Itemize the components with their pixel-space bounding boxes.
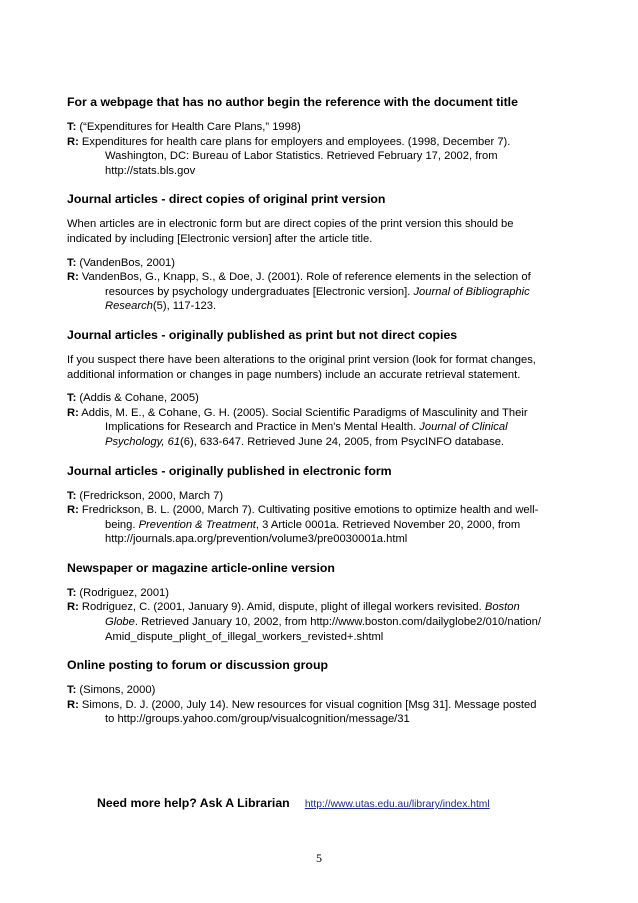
- in-text-value: (VandenBos, 2001): [76, 256, 176, 269]
- reference-label: R:: [67, 504, 79, 517]
- reference-text: Rodriguez, C. (2001, January 9). Amid, dispute, plight of illegal workers revisited.: [78, 601, 485, 614]
- in-text-citation: [67, 489, 547, 504]
- in-text-label: T:: [67, 256, 77, 269]
- in-text-label: T:: [67, 684, 77, 697]
- reference-label: R:: [67, 135, 79, 148]
- reference-text: Addis, M. E., & Cohane, G. H. (2005). Social Scientific Paradigms of Masculinity and Their Implications for Research and Practice in Men's Mental Health.: [78, 406, 528, 434]
- reference-guide-content: [67, 95, 547, 741]
- reference-label: R:: [67, 601, 79, 614]
- newspaper-title: Boston Globe: [105, 601, 520, 629]
- section-journal-direct-copies: [67, 192, 547, 314]
- journal-title: Journal of Bibliographic Research: [105, 285, 530, 313]
- section-journal-electronic: [67, 464, 547, 547]
- section-intro: If you suspect there have been alterations to the original print version (look for format changes, additional information or changes in page numbers) include an accurate retrieval statement.: [67, 353, 536, 381]
- in-text-label: T:: [67, 392, 77, 405]
- reference-entry: [67, 406, 547, 450]
- section-intro: When articles are in electronic form but are direct copies of the print version this should be indicated by including [Electronic version] after the article title.: [67, 218, 514, 245]
- help-label: Need more help? Ask A Librarian: [97, 796, 290, 810]
- in-text-citation: [67, 586, 547, 601]
- journal-title: Prevention & Treatment: [138, 518, 256, 531]
- section-heading: Newspaper or magazine article-online version: [67, 560, 335, 575]
- reference-entry: [67, 503, 547, 547]
- section-online-forum: [67, 658, 547, 727]
- in-text-label: T:: [67, 586, 77, 599]
- in-text-citation: [67, 391, 547, 406]
- reference-text: Expenditures for health care plans for employers and employees. (1998, December 7). Washington, DC: Bureau of Labor Statistics. Retrieved February 17, 2002, from http://stats.bls.gov: [78, 135, 511, 177]
- reference-text-end: (5), 117-123.: [152, 300, 217, 313]
- in-text-citation: [67, 683, 547, 698]
- in-text-label: T:: [67, 489, 77, 502]
- section-heading: Journal articles - originally published as print but not direct copies: [67, 327, 458, 342]
- in-text-value: (Rodriguez, 2001): [76, 586, 169, 599]
- reference-label: R:: [67, 271, 79, 284]
- section-journal-altered-print: [67, 328, 547, 450]
- reference-entry: [67, 270, 547, 314]
- section-heading: Online posting to forum or discussion group: [67, 658, 328, 673]
- page-number: 5: [316, 851, 322, 865]
- in-text-citation: [67, 256, 547, 271]
- reference-text-end: , 3 Article 0001a. Retrieved November 20, 2000, from http://journals.apa.org/prevention/volume3/pre0030001a.html: [105, 518, 521, 546]
- reference-text: Fredrickson, B. L. (2000, March 7). Cultivating positive emotions to optimize health and well-being.: [78, 504, 539, 531]
- reference-entry: [67, 600, 547, 644]
- in-text-label: T:: [67, 121, 77, 133]
- section-webpage-no-author: [67, 95, 547, 178]
- reference-label: R:: [67, 406, 79, 419]
- help-footer: [97, 796, 490, 810]
- reference-entry: [67, 698, 547, 727]
- section-heading: For a webpage that has no author begin the reference with the document title: [67, 95, 518, 109]
- reference-entry: [67, 135, 547, 179]
- reference-text-end: (6), 633-647. Retrieved June 24, 2005, from PsycINFO database.: [180, 435, 505, 448]
- in-text-value: (Simons, 2000): [76, 684, 156, 697]
- in-text-value: (Addis & Cohane, 2005): [76, 392, 199, 405]
- in-text-value: (Fredrickson, 2000, March 7): [76, 489, 224, 502]
- reference-text-end: . Retrieved January 10, 2002, from http://www.boston.com/dailyglobe2/010/nation/Amid_dispute_plight_of_illegal_workers_revisted+.shtml: [105, 616, 541, 643]
- section-heading: Journal articles - originally published in electronic form: [67, 463, 392, 478]
- library-link[interactable]: http://www.utas.edu.au/library/index.html: [304, 799, 490, 810]
- section-heading: Journal articles - direct copies of original print version: [67, 192, 386, 207]
- reference-text: Simons, D. J. (2000, July 14). New resources for visual cognition [Msg 31]. Message posted to http://groups.yahoo.com/group/visualcognition/message/31: [78, 698, 537, 726]
- journal-title: Journal of Clinical Psychology, 61: [105, 421, 508, 448]
- in-text-value: (“Expenditures for Health Care Plans,” 1998): [76, 121, 301, 133]
- reference-label: R:: [67, 698, 79, 711]
- in-text-citation: [67, 120, 547, 135]
- section-newspaper-online: [67, 561, 547, 644]
- reference-text: VandenBos, G., Knapp, S., & Doe, J. (2001). Role of reference elements in the selection of resources by psychology undergraduates [Electronic version].: [78, 271, 531, 298]
